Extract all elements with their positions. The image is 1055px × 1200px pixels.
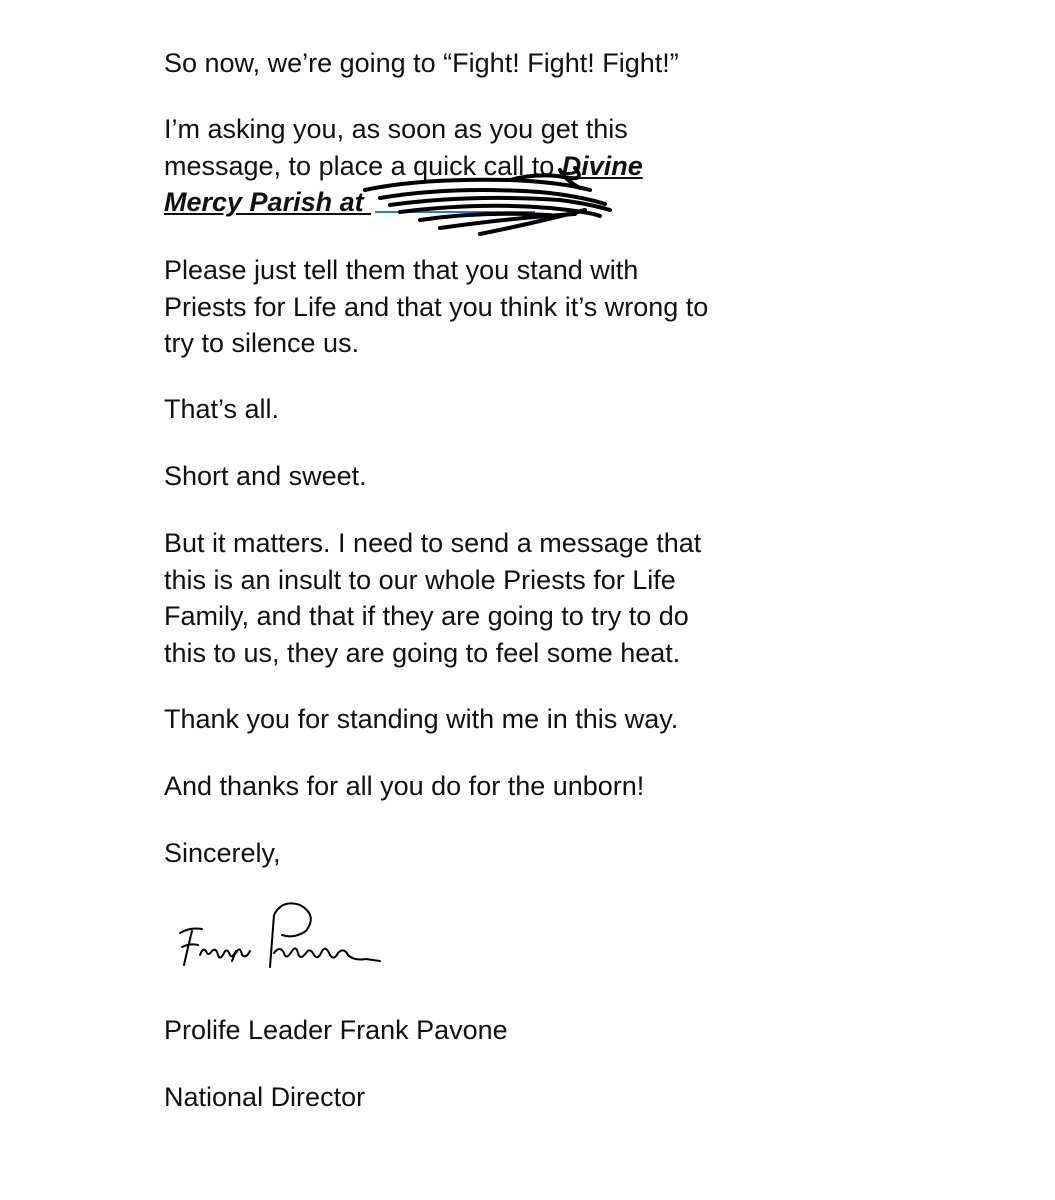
paragraph-unborn xyxy=(164,768,804,805)
signatory-name xyxy=(164,1012,804,1049)
paragraph-short-sweet xyxy=(164,458,804,495)
it-matters-line-1: But it matters. I need to send a message that xyxy=(164,528,702,558)
divine-mercy-link-part-1[interactable]: Divine xyxy=(561,150,643,181)
divine-mercy-link-part-2[interactable]: Mercy Parish at xyxy=(164,187,372,217)
paragraph-thank-you xyxy=(164,701,804,738)
signatory-title xyxy=(164,1079,804,1116)
it-matters-line-4: this to us, they are going to feel some heat. xyxy=(164,637,681,668)
thats-all-text: That’s all. xyxy=(164,394,280,424)
tell-them-line-2: Priests for Life and that you think it’s wrong to xyxy=(164,291,709,322)
paragraph-thats-all xyxy=(164,391,804,428)
signatory-name-text: Prolife Leader Frank Pavone xyxy=(164,1015,508,1045)
paragraph-it-matters xyxy=(164,525,804,671)
thank-you-text: Thank you for standing with me in this way. xyxy=(164,704,679,734)
it-matters-line-2: this is an insult to our whole Priests for Life xyxy=(164,564,676,595)
unborn-text: And thanks for all you do for the unborn! xyxy=(164,771,645,801)
signature-image xyxy=(170,895,400,985)
paragraph-fight xyxy=(164,45,804,82)
call-request-line-1: I’m asking you, as soon as you get this xyxy=(164,114,628,144)
tell-them-line-3: try to silence us. xyxy=(164,328,360,358)
redaction-scribble xyxy=(360,150,620,240)
paragraph-fight-text: So now, we’re going to “Fight! Fight! Fight!” xyxy=(164,48,679,78)
paragraph-tell-them xyxy=(164,252,804,362)
short-sweet-text: Short and sweet. xyxy=(164,461,367,491)
call-request-text: message, to place a quick call to xyxy=(164,150,562,181)
it-matters-line-3: Family, and that if they are going to try to do xyxy=(164,601,689,631)
closing xyxy=(164,835,804,872)
signatory-title-text: National Director xyxy=(164,1082,366,1112)
tell-them-line-1: Please just tell them that you stand with xyxy=(164,255,639,285)
closing-text: Sincerely, xyxy=(164,838,281,868)
